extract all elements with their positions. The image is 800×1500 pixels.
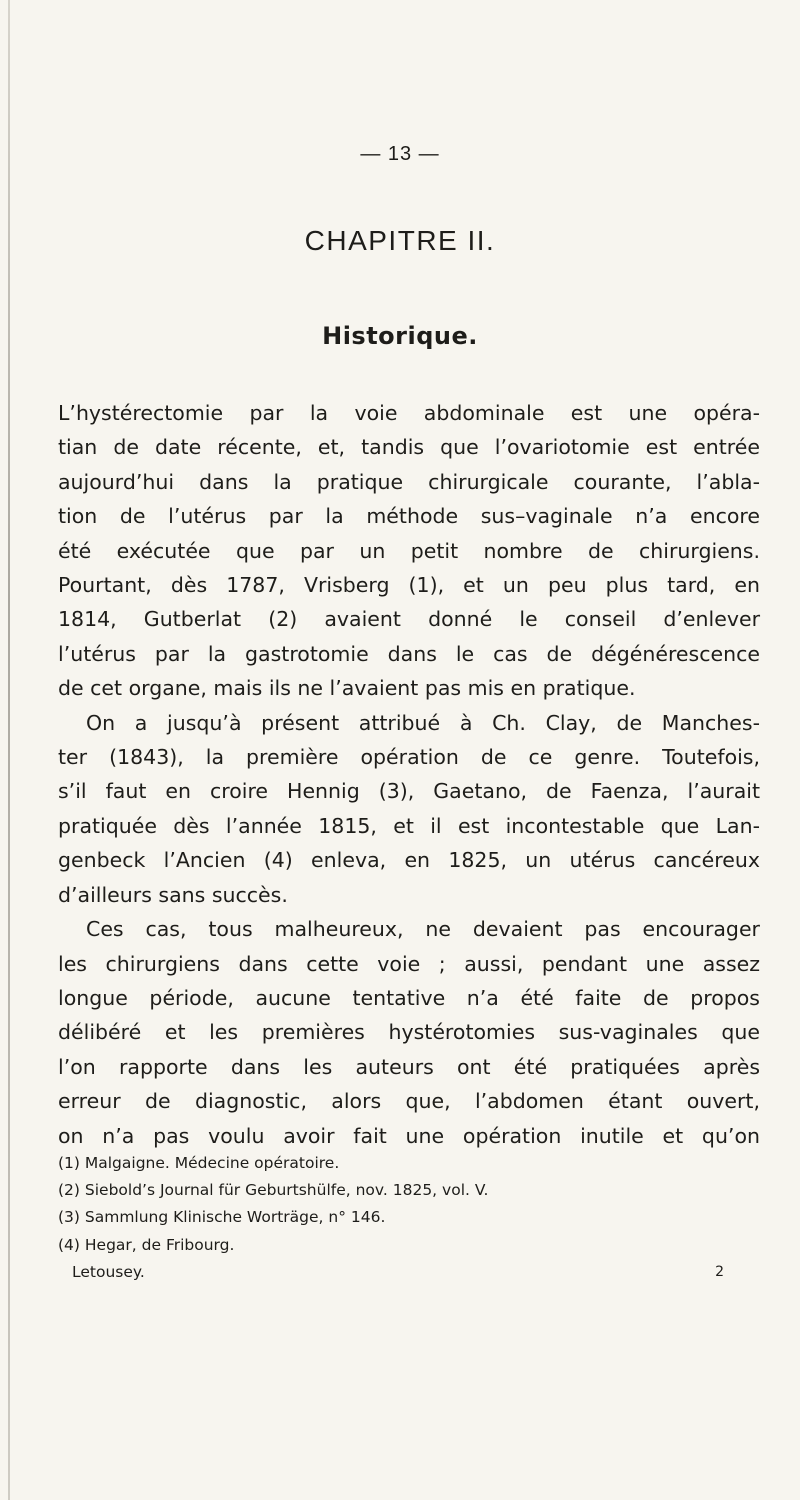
text-line: L’hystérectomie par la voie abdominale est une opéra- (58, 401, 760, 425)
printer-row (58, 1259, 724, 1286)
section-title: Historique. (322, 322, 478, 350)
text-line: été exécutée que par un petit nombre de chirurgiens. (58, 538, 760, 563)
text-line: pratiquée dès l’année 1815, et il est incontestable que Lan- (58, 813, 760, 838)
text-line: aujourd’hui dans la pratique chirurgicale courante, l’abla- (58, 469, 760, 494)
text-line: tian de date récente, et, tandis que l’ovariotomie est entrée (58, 435, 760, 460)
body-text (58, 396, 760, 1153)
page-number: — 13 — (360, 143, 440, 165)
footnote-3: (3) Sammlung Klinische Worträge, n° 146. (58, 1208, 386, 1227)
chapter-heading: CHAPITRE II. (304, 225, 496, 256)
text-line: de cet organe, mais ils ne l’avaient pas mis en pratique. (58, 676, 636, 701)
printer-name: Letousey. (72, 1262, 145, 1281)
signature-mark: 2 (715, 1263, 724, 1280)
text-line: erreur de diagnostic, alors que, l’abdomen étant ouvert, (58, 1089, 760, 1114)
text-line: Pourtant, dès 1787, Vrisberg (1), et un peu plus tard, en (58, 573, 760, 598)
footnote-2: (2) Siebold’s Journal für Geburtshülfe, nov. 1825, vol. V. (58, 1181, 489, 1200)
paragraph-1 (58, 396, 760, 706)
text-line: d’ailleurs sans succès. (58, 882, 288, 907)
footnote-1: (1) Malgaigne. Médecine opératoire. (58, 1154, 340, 1172)
text-line: 1814, Gutberlat (2) avaient donné le conseil d’enlever (58, 607, 760, 632)
text-line: on n’a pas voulu avoir fait une opération inutile et qu’on (58, 1123, 760, 1148)
text-line: délibéré et les premières hystérotomies sus-vaginales que (58, 1020, 760, 1045)
text-line: tion de l’utérus par la méthode sus–vaginale n’a encore (58, 504, 760, 529)
text-line: s’il faut en croire Hennig (3), Gaetano, de Faenza, l’aurait (58, 779, 760, 804)
text-line: Ces cas, tous malheureux, ne devaient pas encourager (86, 917, 760, 942)
footnote-4: (4) Hegar, de Fribourg. (58, 1235, 235, 1254)
text-line: ter (1843), la première opération de ce genre. Toutefois, (58, 745, 760, 770)
text-line: les chirurgiens dans cette voie ; aussi, pendant une assez (58, 951, 760, 976)
text-line: l’on rapporte dans les auteurs ont été pratiquées après (58, 1054, 760, 1079)
footnotes (58, 1150, 760, 1286)
paragraph-3 (58, 912, 760, 1153)
text-line: genbeck l’Ancien (4) enleva, en 1825, un utérus cancéreux (58, 848, 760, 873)
text-line: l’utérus par la gastrotomie dans le cas de dégénérescence (58, 641, 760, 666)
text-line: longue période, aucune tentative n’a été faite de propos (58, 985, 760, 1010)
paragraph-2 (58, 706, 760, 912)
text-line: On a jusqu’à présent attribué à Ch. Clay, de Manches- (86, 710, 760, 735)
